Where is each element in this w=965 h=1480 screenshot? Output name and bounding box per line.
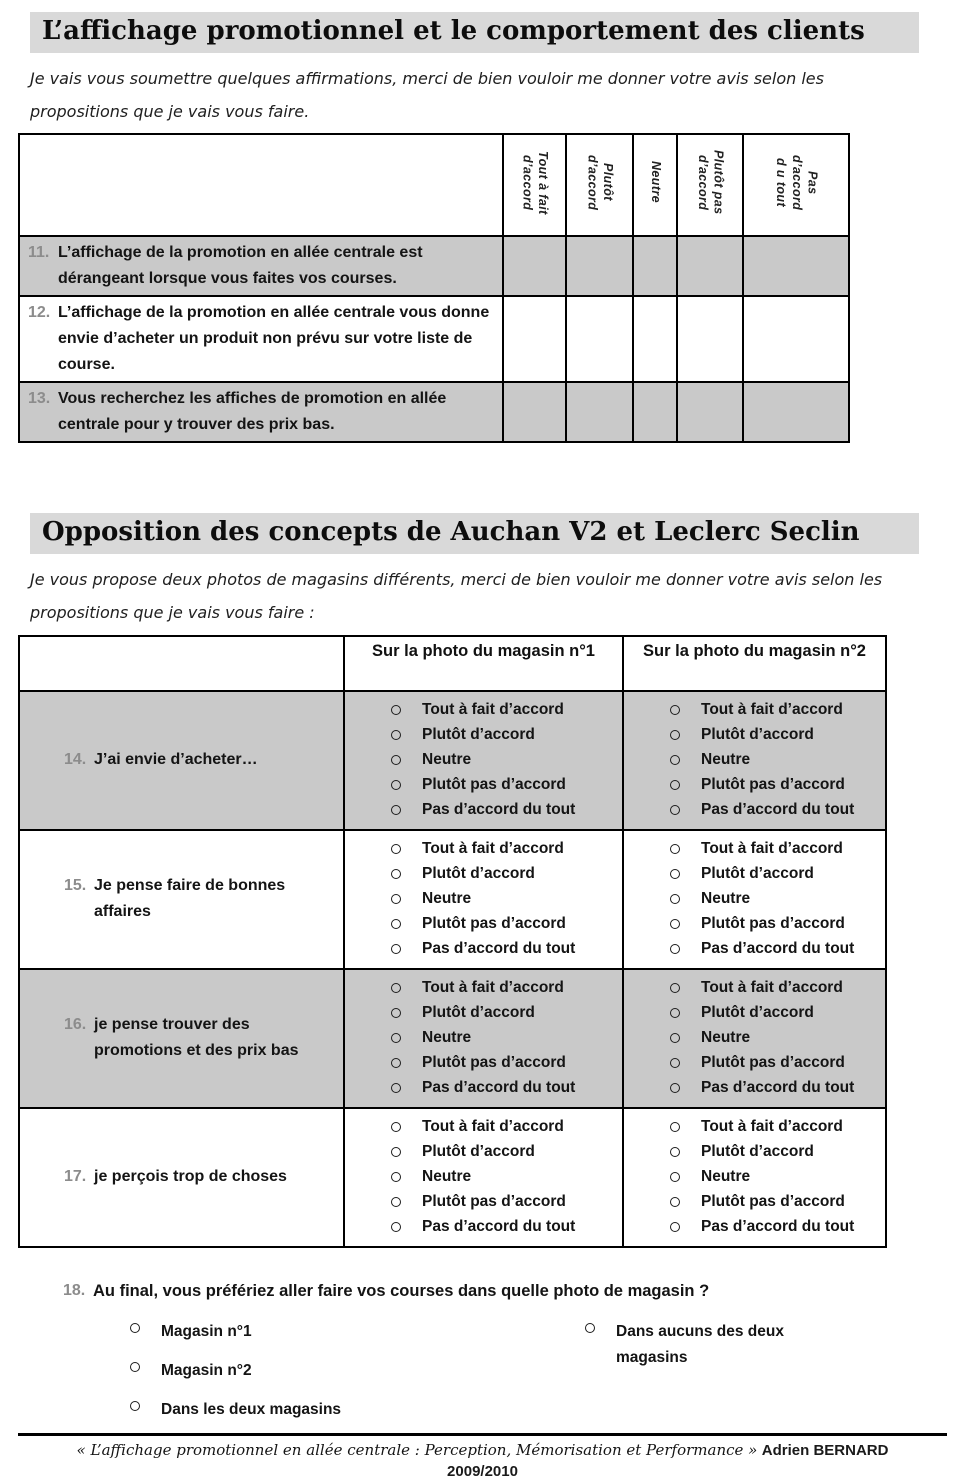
radio-option[interactable] (670, 1165, 885, 1190)
photo2-column-header: Sur la photo du magasin n°2 (623, 636, 886, 691)
radio-icon[interactable] (670, 919, 680, 929)
question-18-options-right (585, 1313, 821, 1366)
radio-option-label: Neutre (422, 890, 472, 908)
statement-flex (28, 240, 496, 292)
radio-option-label: Plutôt pas d’accord (701, 1054, 845, 1072)
statement-header-empty-cell (19, 134, 503, 236)
radio-option[interactable] (391, 887, 622, 912)
answer-cell[interactable] (566, 382, 633, 442)
comparison-row-label (64, 1164, 343, 1190)
answer-cell[interactable] (503, 236, 566, 296)
radio-option-label: Pas d’accord du tout (422, 1218, 576, 1236)
radio-option-label: Neutre (422, 1029, 472, 1047)
radio-icon[interactable] (670, 1172, 680, 1182)
radio-option[interactable] (391, 1215, 622, 1240)
radio-icon[interactable] (391, 919, 401, 929)
radio-option-label: Tout à fait d’accord (422, 1118, 564, 1136)
radio-option[interactable] (585, 1313, 821, 1366)
radio-option[interactable] (670, 837, 885, 862)
questionnaire-page (0, 12, 965, 1480)
radio-option-label: Plutôt d’accord (422, 1004, 535, 1022)
scale-header-col-2 (566, 134, 633, 236)
radio-option[interactable] (670, 1026, 885, 1051)
radio-option[interactable] (670, 748, 885, 773)
radio-option-label: Plutôt d’accord (422, 726, 535, 744)
radio-option-label: Plutôt pas d’accord (422, 1193, 566, 1211)
radio-option-label: Dans aucuns des deux magasins (616, 1322, 784, 1366)
photo2-options-cell (623, 1108, 886, 1247)
radio-option[interactable] (391, 912, 622, 937)
radio-icon[interactable] (391, 755, 401, 765)
comparison-row-label (64, 1012, 343, 1064)
radio-icon[interactable] (670, 1197, 680, 1207)
radio-icon[interactable] (670, 1147, 680, 1157)
photo2-options-cell (623, 830, 886, 969)
radio-icon[interactable] (391, 1033, 401, 1043)
statement-number: 13. (28, 389, 51, 407)
radio-icon[interactable] (670, 805, 680, 815)
radio-option[interactable] (670, 698, 885, 723)
radio-option-label: Plutôt d’accord (701, 726, 814, 744)
question-18 (63, 1278, 947, 1423)
comparison-row-label (64, 873, 343, 925)
radio-icon[interactable] (670, 1122, 680, 1132)
scale-header-label: Plutôt pas d’accord (696, 150, 726, 215)
statement-row (19, 296, 849, 382)
answer-cell[interactable] (743, 296, 849, 382)
radio-icon[interactable] (130, 1401, 140, 1411)
radio-option[interactable] (130, 1352, 366, 1391)
radio-option[interactable] (391, 1026, 622, 1051)
radio-icon[interactable] (391, 894, 401, 904)
comparison-row-number: 15. (64, 877, 87, 895)
section1-title: L’affichage promotionnel et le comportement des clients (30, 12, 919, 53)
comparison-header-row (19, 636, 886, 691)
radio-option[interactable] (670, 1215, 885, 1240)
radio-option[interactable] (391, 773, 622, 798)
radio-option[interactable] (670, 773, 885, 798)
radio-icon[interactable] (670, 1008, 680, 1018)
footer-year: 2009/2010 (447, 1462, 518, 1480)
radio-option-label: Magasin n°1 (161, 1322, 252, 1340)
radio-icon[interactable] (391, 1083, 401, 1093)
radio-option-label: Tout à fait d’accord (422, 979, 564, 997)
radio-option[interactable] (391, 862, 622, 887)
radio-option[interactable] (670, 976, 885, 1001)
radio-icon[interactable] (670, 1058, 680, 1068)
radio-option-label: Tout à fait d’accord (701, 840, 843, 858)
radio-option-label: Tout à fait d’accord (701, 979, 843, 997)
comparison-table-body (19, 691, 886, 1247)
radio-option[interactable] (391, 837, 622, 862)
radio-option[interactable] (391, 1001, 622, 1026)
radio-option[interactable] (391, 1140, 622, 1165)
statement-row (19, 236, 849, 296)
answer-cell[interactable] (743, 382, 849, 442)
radio-option-label: Plutôt d’accord (422, 1143, 535, 1161)
statement-flex (28, 386, 496, 438)
radio-option[interactable] (670, 1051, 885, 1076)
radio-option-label: Plutôt pas d’accord (422, 915, 566, 933)
statement-row (19, 382, 849, 442)
radio-option-label: Plutôt pas d’accord (701, 915, 845, 933)
radio-option[interactable] (670, 1001, 885, 1026)
radio-option-label: Tout à fait d’accord (422, 840, 564, 858)
radio-icon[interactable] (391, 869, 401, 879)
radio-option[interactable] (391, 798, 622, 823)
radio-option[interactable] (670, 1115, 885, 1140)
radio-option-label: Plutôt pas d’accord (701, 776, 845, 794)
radio-option[interactable] (391, 723, 622, 748)
radio-icon[interactable] (670, 780, 680, 790)
footer-citation: « L’affichage promotionnel en allée centrale : Perception, Mémorisation et Performance » (76, 1440, 758, 1459)
photo1-options-cell (344, 1108, 623, 1247)
radio-option-label: Dans les deux magasins (161, 1400, 342, 1418)
radio-option-label: Neutre (422, 751, 472, 769)
radio-icon[interactable] (391, 1058, 401, 1068)
answer-cell[interactable] (677, 382, 743, 442)
radio-option[interactable] (130, 1313, 366, 1352)
radio-option-label: Plutôt d’accord (701, 1004, 814, 1022)
scale-header-col-3 (633, 134, 677, 236)
scale-header-col-1 (503, 134, 566, 236)
radio-option-label: Plutôt d’accord (701, 865, 814, 883)
section2-intro: Je vous propose deux photos de magasins différents, merci de bien vouloir me donner votre avis selon les propositions que je vais vous faire : (30, 569, 883, 622)
radio-option-label: Neutre (701, 890, 751, 908)
radio-option-label: Pas d’accord du tout (701, 1218, 855, 1236)
statement-cell (19, 382, 503, 442)
photo1-column-header: Sur la photo du magasin n°1 (344, 636, 623, 691)
agreement-table (18, 133, 850, 443)
radio-icon[interactable] (670, 983, 680, 993)
agreement-table-body (19, 236, 849, 442)
radio-option[interactable] (130, 1391, 366, 1430)
radio-option[interactable] (391, 1076, 622, 1101)
radio-option[interactable] (670, 723, 885, 748)
radio-icon[interactable] (670, 1222, 680, 1232)
radio-option[interactable] (670, 798, 885, 823)
comparison-row-label-cell (19, 691, 344, 830)
radio-icon[interactable] (391, 805, 401, 815)
radio-icon[interactable] (130, 1362, 140, 1372)
radio-option[interactable] (670, 912, 885, 937)
radio-icon[interactable] (391, 983, 401, 993)
answer-cell[interactable] (503, 296, 566, 382)
comparison-row-text: je perçois trop de choses (94, 1168, 287, 1186)
radio-option-label: Pas d’accord du tout (422, 801, 576, 819)
radio-icon[interactable] (670, 894, 680, 904)
radio-icon[interactable] (670, 1083, 680, 1093)
radio-icon[interactable] (391, 944, 401, 954)
radio-icon[interactable] (670, 730, 680, 740)
statement-number: 12. (28, 303, 51, 321)
answer-cell[interactable] (677, 296, 743, 382)
answer-cell[interactable] (566, 296, 633, 382)
radio-option[interactable] (670, 862, 885, 887)
page-footer (18, 1433, 947, 1480)
radio-option-label: Neutre (701, 1029, 751, 1047)
comparison-row (19, 830, 886, 969)
radio-option-label: Neutre (422, 1168, 472, 1186)
radio-icon[interactable] (391, 1222, 401, 1232)
radio-option-label: Pas d’accord du tout (701, 940, 855, 958)
radio-option[interactable] (391, 1165, 622, 1190)
comparison-row (19, 969, 886, 1108)
statement-text: Vous recherchez les affiches de promotion en allée centrale pour y trouver des prix bas. (58, 389, 447, 433)
radio-option-label: Plutôt pas d’accord (422, 776, 566, 794)
comparison-table (18, 635, 887, 1248)
radio-icon[interactable] (585, 1323, 595, 1333)
photo1-options-cell (344, 969, 623, 1108)
answer-cell[interactable] (566, 236, 633, 296)
section1-intro: Je vais vous soumettre quelques affirmations, merci de bien vouloir me donner votre avis selon les propositions que je vais vous faire. (30, 68, 824, 121)
radio-icon[interactable] (391, 844, 401, 854)
radio-icon[interactable] (130, 1323, 140, 1333)
radio-option-label: Tout à fait d’accord (701, 701, 843, 719)
statement-number: 11. (28, 243, 50, 261)
radio-icon[interactable] (391, 780, 401, 790)
comparison-row-text: je pense trouver des promotions et des prix bas (94, 1016, 299, 1060)
radio-icon[interactable] (670, 844, 680, 854)
comparison-row-number: 14. (64, 751, 87, 769)
radio-option-label: Pas d’accord du tout (701, 801, 855, 819)
radio-option[interactable] (670, 887, 885, 912)
answer-cell[interactable] (677, 236, 743, 296)
scale-header-label: Pas d’accord d u tout (774, 154, 820, 211)
answer-cell[interactable] (633, 382, 677, 442)
comparison-row-label-cell (19, 830, 344, 969)
radio-option-label: Neutre (701, 1168, 751, 1186)
comparison-row-text: J’ai envie d’acheter… (94, 751, 258, 769)
statement-text: L’affichage de la promotion en allée centrale vous donne envie d’acheter un produit non prévu sur votre liste de course. (58, 303, 490, 373)
answer-cell[interactable] (633, 236, 677, 296)
radio-option-label: Tout à fait d’accord (422, 701, 564, 719)
radio-icon[interactable] (670, 869, 680, 879)
footer-author: Adrien BERNARD (761, 1441, 889, 1459)
scale-header-label: Tout à fait d’accord (520, 150, 551, 215)
radio-option-label: Pas d’accord du tout (701, 1079, 855, 1097)
comparison-row-label-cell (19, 969, 344, 1108)
radio-icon[interactable] (391, 705, 401, 715)
radio-icon[interactable] (670, 1033, 680, 1043)
photo2-options-cell (623, 969, 886, 1108)
radio-option[interactable] (670, 937, 885, 962)
radio-option-label: Pas d’accord du tout (422, 940, 576, 958)
radio-icon[interactable] (391, 1197, 401, 1207)
radio-option-label: Plutôt pas d’accord (422, 1054, 566, 1072)
radio-option[interactable] (391, 937, 622, 962)
radio-icon[interactable] (391, 1147, 401, 1157)
scale-header-label: Neutre (648, 161, 663, 204)
radio-option-label: Pas d’accord du tout (422, 1079, 576, 1097)
radio-option[interactable] (391, 748, 622, 773)
comparison-row-number: 17. (64, 1168, 87, 1186)
question-18-number: 18. (63, 1281, 86, 1299)
radio-option-label: Tout à fait d’accord (701, 1118, 843, 1136)
answer-cell[interactable] (743, 236, 849, 296)
photo1-options-cell (344, 830, 623, 969)
radio-icon[interactable] (391, 1008, 401, 1018)
radio-option[interactable] (391, 1190, 622, 1215)
radio-option[interactable] (670, 1190, 885, 1215)
comparison-row (19, 1108, 886, 1247)
radio-option[interactable] (391, 698, 622, 723)
comparison-row (19, 691, 886, 830)
radio-icon[interactable] (391, 1172, 401, 1182)
scale-header-col-5 (743, 134, 849, 236)
statement-text: L’affichage de la promotion en allée centrale est dérangeant lorsque vous faites vos courses. (58, 243, 423, 287)
answer-cell[interactable] (633, 296, 677, 382)
radio-option[interactable] (670, 1140, 885, 1165)
comparison-row-number: 16. (64, 1016, 87, 1034)
scale-header-col-4 (677, 134, 743, 236)
question-18-options-left (130, 1313, 366, 1430)
radio-option[interactable] (670, 1076, 885, 1101)
question-18-text: Au final, vous préfériez aller faire vos courses dans quelle photo de magasin ? (93, 1281, 710, 1300)
statement-cell (19, 236, 503, 296)
radio-icon[interactable] (391, 730, 401, 740)
photo1-options-cell (344, 691, 623, 830)
agreement-header-row (19, 134, 849, 236)
radio-option-label: Neutre (701, 751, 751, 769)
section2-title: Opposition des concepts de Auchan V2 et Leclerc Seclin (30, 513, 919, 554)
radio-icon[interactable] (670, 755, 680, 765)
comparison-header-empty-cell (19, 636, 344, 691)
radio-option-label: Plutôt d’accord (701, 1143, 814, 1161)
photo2-options-cell (623, 691, 886, 830)
comparison-row-label (64, 747, 343, 773)
comparison-row-label-cell (19, 1108, 344, 1247)
radio-option[interactable] (391, 1115, 622, 1140)
statement-flex (28, 300, 496, 378)
radio-option-label: Plutôt pas d’accord (701, 1193, 845, 1211)
radio-option[interactable] (391, 1051, 622, 1076)
radio-option[interactable] (391, 976, 622, 1001)
radio-option-label: Plutôt d’accord (422, 865, 535, 883)
scale-header-label: Plutôt d’accord (585, 154, 616, 211)
radio-icon[interactable] (670, 705, 680, 715)
answer-cell[interactable] (503, 382, 566, 442)
radio-icon[interactable] (670, 944, 680, 954)
radio-option-label: Magasin n°2 (161, 1361, 252, 1379)
comparison-row-text: Je pense faire de bonnes affaires (94, 877, 286, 921)
radio-icon[interactable] (391, 1122, 401, 1132)
statement-cell (19, 296, 503, 382)
